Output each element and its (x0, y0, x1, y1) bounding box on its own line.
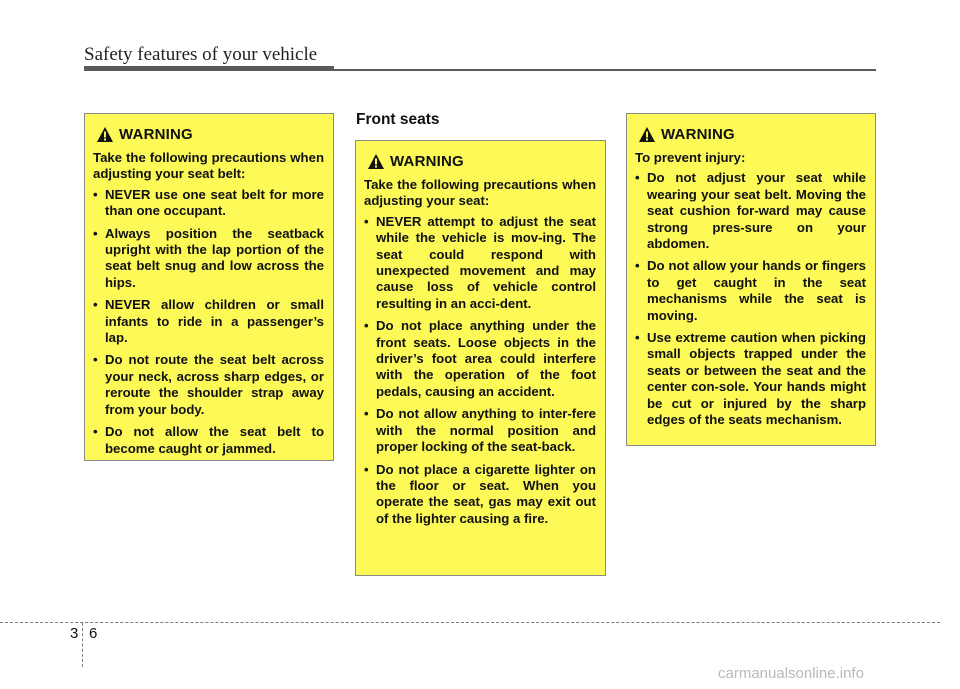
page-header-title: Safety features of your vehicle (84, 44, 318, 65)
warning-header (93, 124, 324, 144)
page-number: 6 (89, 625, 98, 642)
warning-title: WARNING (661, 125, 735, 143)
warning-triangle-icon (638, 126, 656, 143)
list-item: • NEVER allow children or small infants to ride in a passenger’s lap. (93, 297, 324, 346)
page-chapter-number: 3 (70, 625, 79, 642)
warning-triangle-icon (367, 153, 385, 170)
list-item: • Do not allow anything to inter-fere with the normal position and proper locking of the seat-back. (364, 406, 596, 455)
list-item: • NEVER use one seat belt for more than one occupant. (93, 187, 324, 220)
header-rule-thin (334, 69, 876, 71)
warning-intro: Take the following precautions when adjusting your seat: (364, 177, 596, 209)
list-item: • Do not place anything under the front seats. Loose objects in the driver’s foot area could interfere with the operation of the foot pedals, causing an accident. (364, 318, 596, 400)
warning-list (93, 187, 324, 457)
warning-triangle-icon (96, 126, 114, 143)
warning-header (364, 151, 596, 171)
header-rule-thick (84, 66, 334, 71)
warning-intro: To prevent injury: (635, 150, 746, 165)
footer-dashed-rule (0, 622, 940, 623)
list-item: • Always position the seatback upright with the lap portion of the seat belt snug and low across the hips. (93, 226, 324, 292)
list-item: • Do not adjust your seat while wearing your seat belt. Moving the seat cushion for-ward may cause strong pres-sure on your abdomen. (635, 170, 866, 252)
warning-list (635, 170, 866, 428)
footer-dashed-divider (82, 623, 83, 667)
list-item: • NEVER attempt to adjust the seat while the vehicle is mov-ing. The seat could respond with unexpected movement and may cause loss of vehicle control resulting in an acci-dent. (364, 214, 596, 312)
watermark-text: carmanualsonline.info (718, 665, 864, 682)
list-item: • Use extreme caution when picking small objects trapped under the seats or between the seat and the center con-sole. Your hands might be cut or injured by the sharp edges of the seats mechanism. (635, 330, 866, 428)
warning-intro: Take the following precautions when adjusting your seat belt: (93, 150, 324, 182)
warning-box-seat-adjust (355, 140, 606, 576)
list-item: • Do not place a cigarette lighter on the floor or seat. When you operate the seat, gas may exit out of the lighter causing a fire. (364, 462, 596, 528)
warning-box-seat-belt (84, 113, 334, 461)
warning-header (635, 124, 866, 144)
list-item: • Do not allow the seat belt to become caught or jammed. (93, 424, 324, 457)
warning-title: WARNING (119, 125, 193, 143)
warning-title: WARNING (390, 152, 464, 170)
section-title: Front seats (356, 111, 440, 128)
list-item: • Do not route the seat belt across your neck, across sharp edges, or reroute the shoulder strap away from your body. (93, 352, 324, 418)
list-item: • Do not allow your hands or fingers to get caught in the seat mechanisms while the seat is moving. (635, 258, 866, 324)
warning-list (364, 214, 596, 527)
warning-box-injury (626, 113, 876, 446)
